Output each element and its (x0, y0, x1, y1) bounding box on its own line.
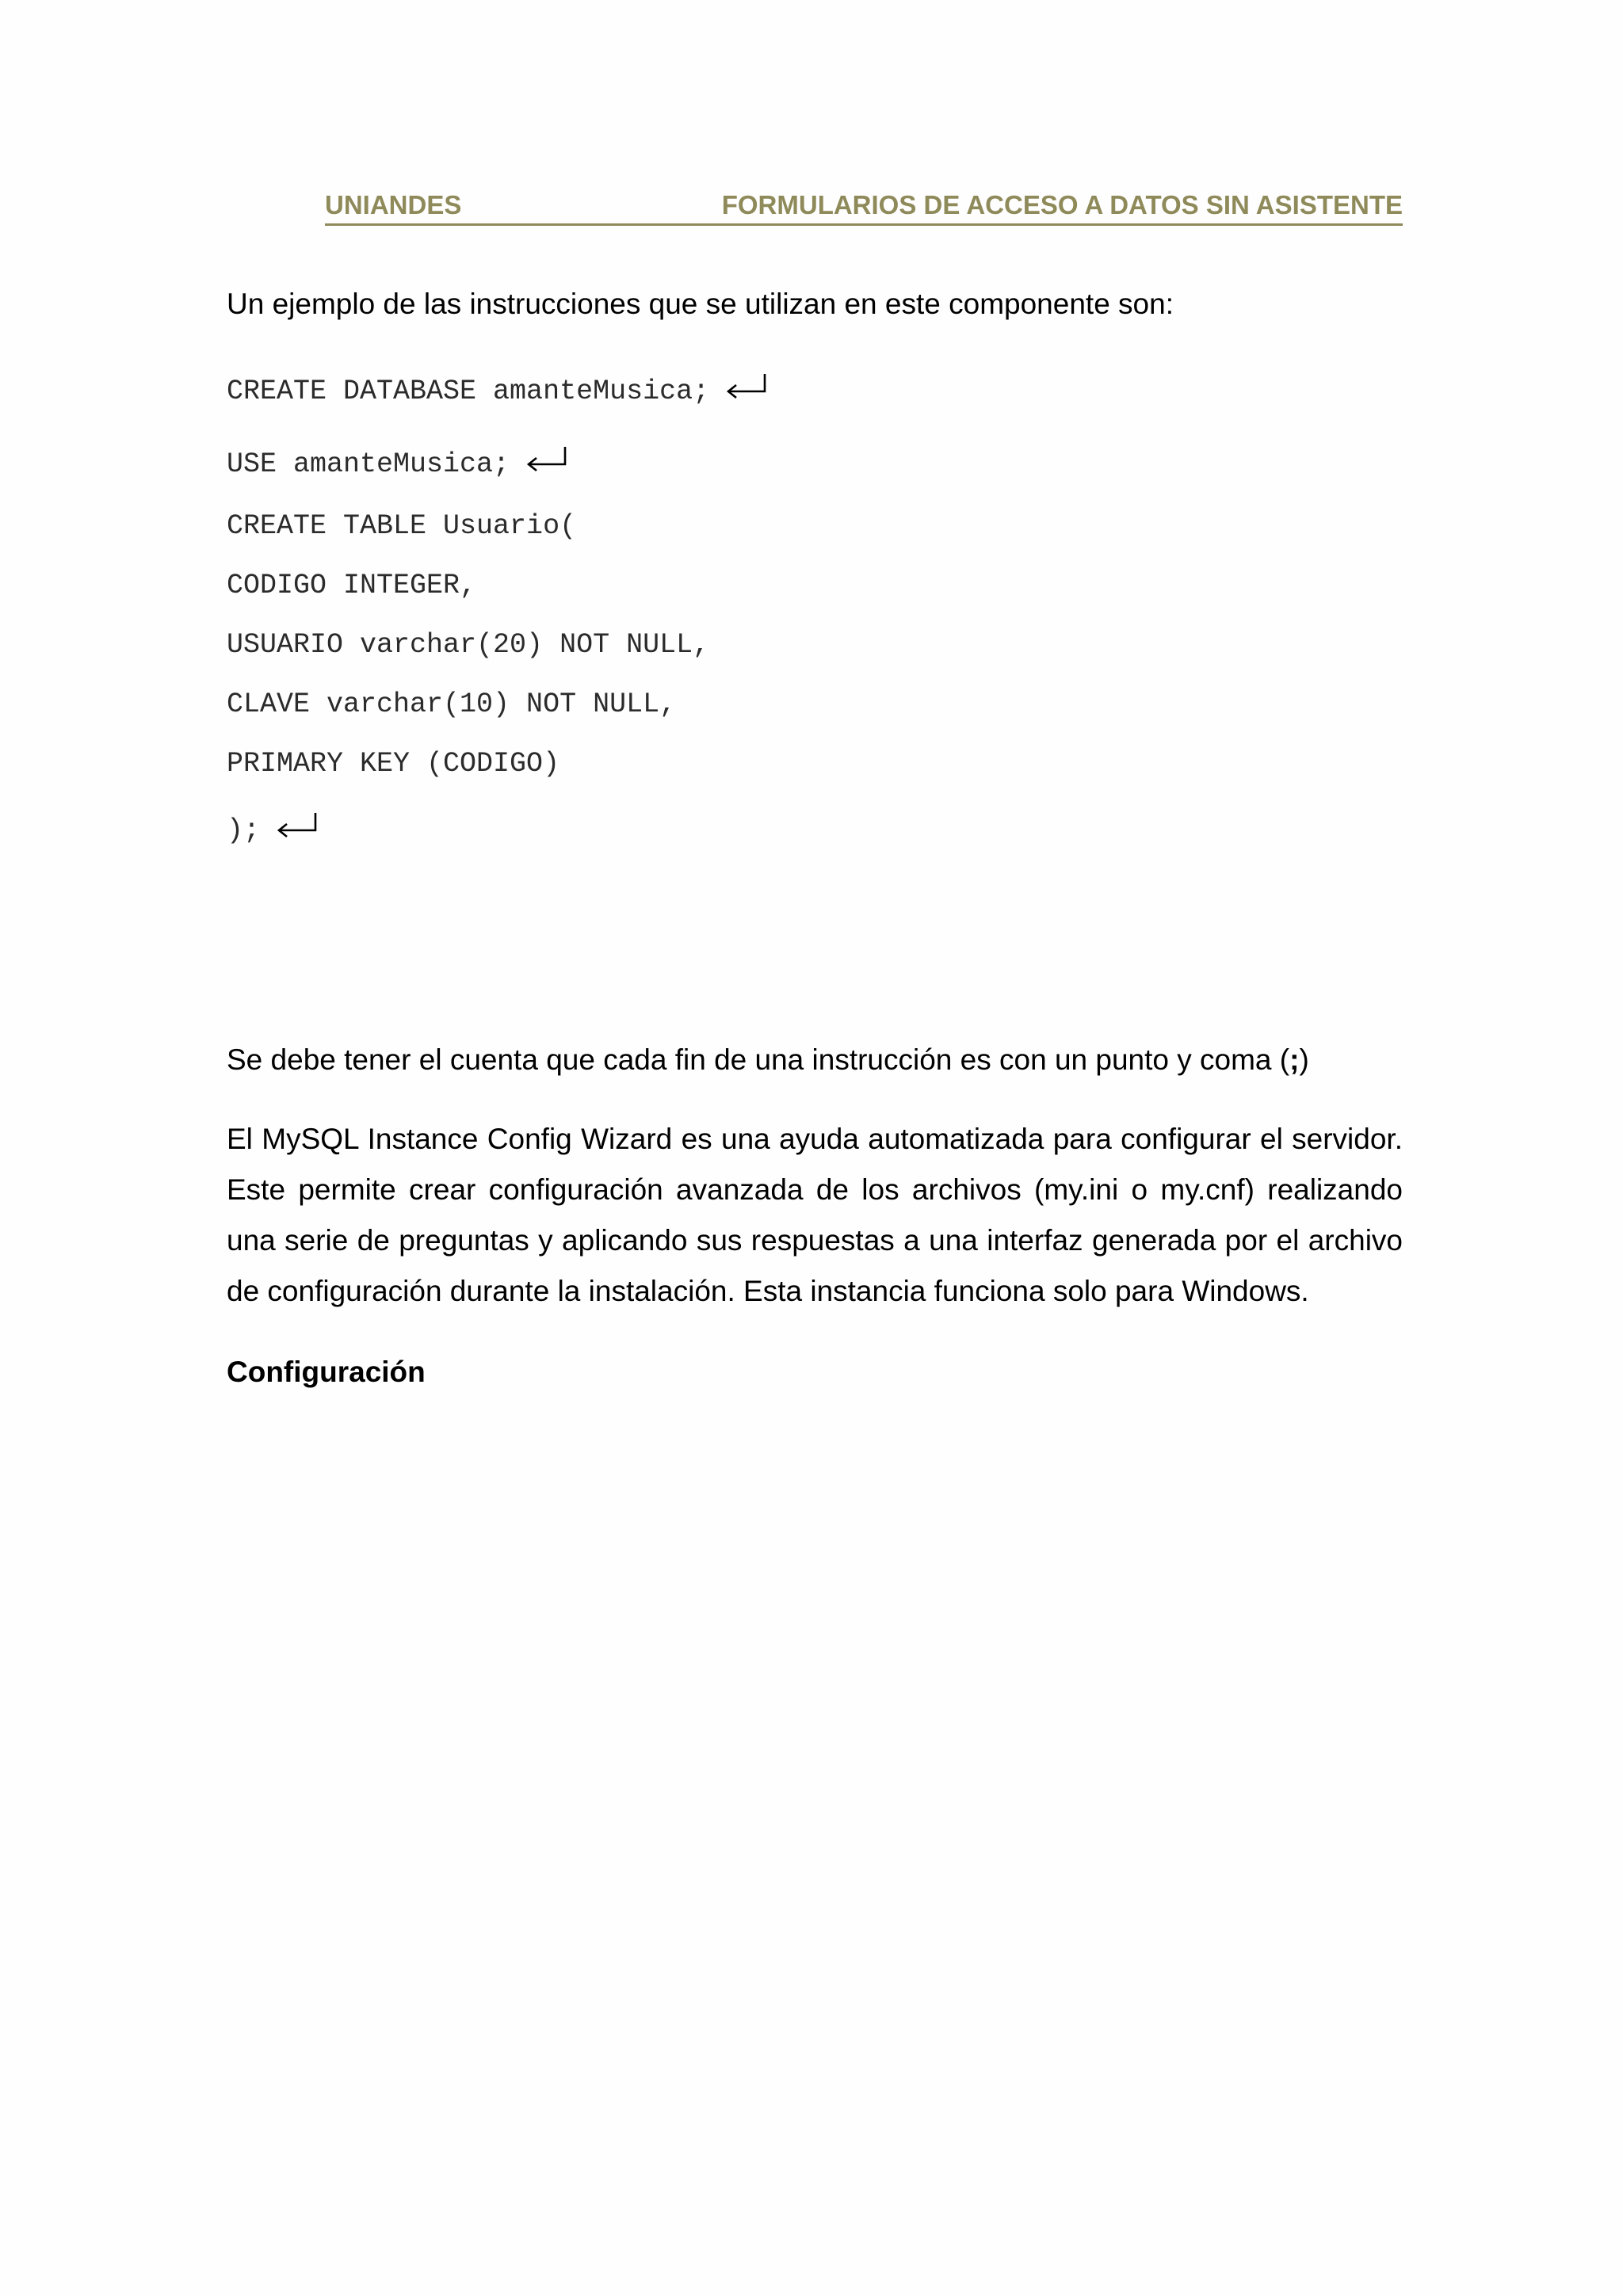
code-line-create-table: CREATE TABLE Usuario( (227, 510, 577, 542)
header-institution: UNIANDES (325, 190, 462, 219)
enter-key-icon (274, 810, 319, 841)
code-line-create-database: CREATE DATABASE amanteMusica; (227, 372, 768, 410)
code-line-codigo: CODIGO INTEGER, (227, 570, 477, 601)
section-heading: Configuración (227, 1356, 426, 1388)
page-header (325, 189, 1403, 226)
enter-key-icon (524, 444, 568, 475)
code-line-clave: CLAVE varchar(10) NOT NULL, (227, 688, 677, 720)
semicolon-note: Se debe tener el cuenta que cada fin de una instrucción es con un punto y coma (;) (227, 1043, 1309, 1076)
code-line-use: USE amanteMusica; (227, 445, 568, 483)
enter-key-icon (724, 371, 768, 402)
intro-text: Un ejemplo de las instrucciones que se utilizan en este componente son: (227, 288, 1174, 320)
code-line-primary-key: PRIMARY KEY (CODIGO) (227, 748, 560, 780)
wizard-paragraph: El MySQL Instance Config Wizard es una ayuda automatizada para configurar el servidor. Este permite crear configuración avanzada de los archivos (my.ini o my.cnf) realizando una serie de preguntas y aplicando sus respuestas a una interfaz generada por el archivo de configuración durante la instalación. Esta instancia funciona solo para Windows. (227, 1123, 1403, 1307)
code-line-close: ); (227, 811, 319, 849)
semicolon-symbol: ; (1289, 1043, 1300, 1076)
code-line-usuario: USUARIO varchar(20) NOT NULL, (227, 629, 710, 661)
header-title: FORMULARIOS DE ACCESO A DATOS SIN ASISTENTE (721, 190, 1403, 219)
